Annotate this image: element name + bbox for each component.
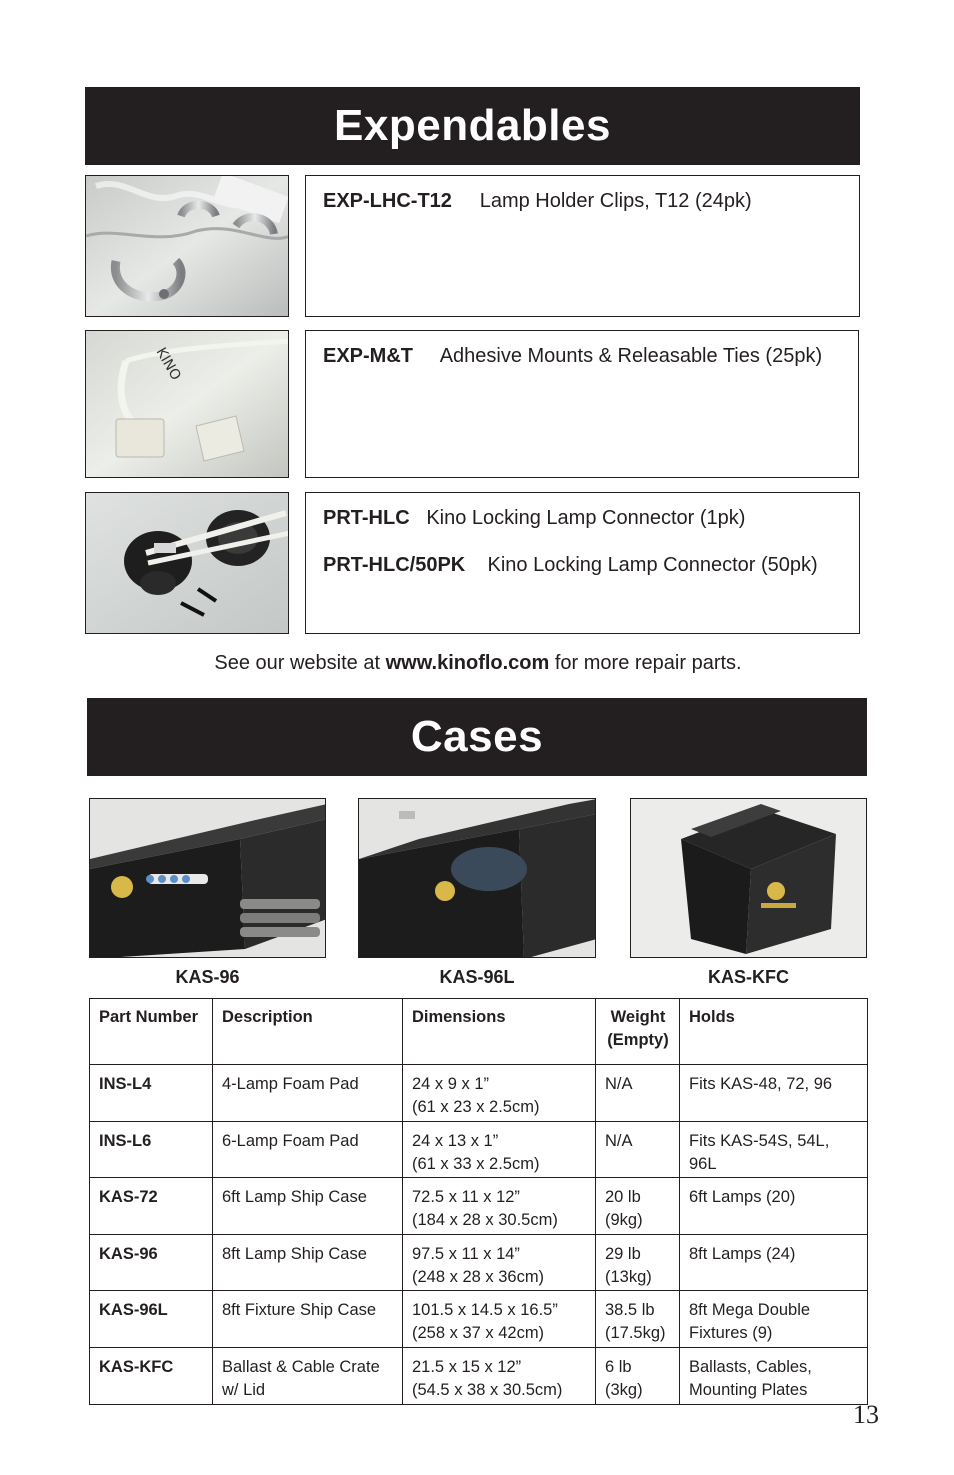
cell-dimensions <box>403 1121 596 1178</box>
cell-dimensions-line: 21.5 x 15 x 12” <box>412 1357 522 1376</box>
kas-96-case-photo <box>89 798 326 958</box>
cell-description <box>213 1234 403 1291</box>
cases-heading <box>87 698 867 776</box>
cell-holds <box>680 1234 868 1291</box>
cell-holds-line: 8ft Lamps (24) <box>689 1244 796 1263</box>
website-note-prefix: See our website at <box>214 652 386 674</box>
cell-weight <box>596 1121 680 1178</box>
part-number: EXP-LHC-T12 <box>323 190 452 212</box>
kas-kfc-crate-photo <box>630 798 867 958</box>
part-number: PRT-HLC <box>323 507 410 529</box>
cell-part-number: KAS-96L <box>90 1291 213 1348</box>
cell-weight-line: 6 lb <box>605 1357 632 1376</box>
cell-dimensions-line: (258 x 37 x 42cm) <box>412 1324 545 1343</box>
cell-weight-line: 20 lb <box>605 1188 641 1207</box>
col-header-weight <box>596 999 680 1065</box>
website-note <box>0 652 954 675</box>
part-description: Adhesive Mounts & Releasable Ties (25pk) <box>439 345 823 367</box>
expendable-item-box <box>305 175 860 317</box>
cell-weight-line: N/A <box>605 1075 633 1093</box>
cell-weight <box>596 1178 680 1235</box>
cell-holds-line: Ballasts, Cables, <box>689 1357 812 1376</box>
weight-header-line: Weight <box>610 1008 666 1026</box>
cell-holds-line: Mounting Plates <box>689 1380 808 1399</box>
cell-description-line: w/ Lid <box>222 1380 266 1399</box>
expendable-item-box <box>305 492 860 634</box>
expendable-line <box>323 190 842 213</box>
cell-dimensions-line: (54.5 x 38 x 30.5cm) <box>412 1380 563 1399</box>
part-number: PRT-HLC/50PK <box>323 554 466 576</box>
cell-description <box>213 1347 403 1404</box>
cell-weight-line: (9kg) <box>605 1211 643 1230</box>
cell-weight <box>596 1347 680 1404</box>
expendable-line <box>323 345 841 368</box>
cell-weight-line: (3kg) <box>605 1380 643 1399</box>
cell-holds <box>680 1291 868 1348</box>
cell-dimensions-line: 72.5 x 11 x 12” <box>412 1188 520 1207</box>
cell-description-line: 6-Lamp Foam Pad <box>222 1131 359 1150</box>
weight-header-line: (Empty) <box>607 1031 669 1049</box>
cell-dimensions-line: (248 x 28 x 36cm) <box>412 1267 545 1286</box>
cell-holds-line: 6ft Lamps (20) <box>689 1188 796 1207</box>
cell-dimensions-line: 24 x 13 x 1” <box>412 1131 499 1150</box>
expendable-item-box <box>305 330 859 478</box>
table-row <box>90 1347 868 1404</box>
cell-description <box>213 1065 403 1122</box>
cell-holds-line: Fixtures (9) <box>689 1324 773 1343</box>
cell-weight-line: 29 lb <box>605 1244 641 1263</box>
cell-weight-line: (13kg) <box>605 1267 652 1286</box>
part-description: Kino Locking Lamp Connector (50pk) <box>487 554 818 576</box>
adhesive-mounts-ties-photo <box>85 330 289 478</box>
cell-part-number: INS-L4 <box>90 1065 213 1122</box>
table-header-row <box>90 999 868 1065</box>
part-description: Lamp Holder Clips, T12 (24pk) <box>479 190 752 212</box>
col-header-holds: Holds <box>680 999 868 1065</box>
case-caption: KAS-96L <box>439 967 515 987</box>
locking-lamp-connector-photo <box>85 492 289 634</box>
cell-part-number: INS-L6 <box>90 1121 213 1178</box>
cell-dimensions-line: 24 x 9 x 1” <box>412 1075 490 1093</box>
website-note-suffix: for more repair parts. <box>549 652 742 674</box>
lamp-holder-clips-image <box>86 176 289 317</box>
cell-holds <box>680 1178 868 1235</box>
cell-description-line: 8ft Lamp Ship Case <box>222 1244 367 1263</box>
cell-dimensions <box>403 1347 596 1404</box>
cell-description-line: 4-Lamp Foam Pad <box>222 1075 359 1093</box>
table-row <box>90 1291 868 1348</box>
cell-holds <box>680 1065 868 1122</box>
cell-dimensions <box>403 1065 596 1122</box>
part-description: Kino Locking Lamp Connector (1pk) <box>426 507 746 529</box>
cell-description-line: 6ft Lamp Ship Case <box>222 1188 367 1207</box>
cell-dimensions-line: (61 x 33 x 2.5cm) <box>412 1154 540 1173</box>
table-row <box>90 1065 868 1122</box>
cell-weight-line: N/A <box>605 1131 633 1150</box>
cell-holds-line: Fits KAS-54S, 54L, 96L <box>689 1131 830 1173</box>
table-body <box>90 1065 868 1405</box>
cell-dimensions-line: 97.5 x 11 x 14” <box>412 1244 520 1263</box>
cell-dimensions <box>403 1234 596 1291</box>
col-header-dimensions: Dimensions <box>403 999 596 1065</box>
kas-96l-image <box>359 799 596 958</box>
svg-text:KINO: KINO <box>152 345 184 384</box>
cell-part-number: KAS-KFC <box>90 1347 213 1404</box>
cases-title: Cases <box>410 712 544 761</box>
expendables-title: Expendables <box>334 101 611 150</box>
cell-holds-line: Fits KAS-48, 72, 96 <box>689 1075 833 1093</box>
expendable-line <box>323 554 842 577</box>
cell-dimensions-line: 101.5 x 14.5 x 16.5” <box>412 1301 558 1320</box>
part-number: EXP-M&T <box>323 345 413 367</box>
case-caption: KAS-KFC <box>708 967 789 987</box>
website-link[interactable]: www.kinoflo.com <box>385 652 550 674</box>
adhesive-mounts-ties-image <box>86 331 289 478</box>
kas-96l-case-photo <box>358 798 596 958</box>
cell-description <box>213 1178 403 1235</box>
table-row <box>90 1121 868 1178</box>
cases-spec-table <box>89 998 868 1405</box>
cell-dimensions-line: (61 x 23 x 2.5cm) <box>412 1098 540 1116</box>
cell-description-line: Ballast & Cable Crate <box>222 1357 380 1376</box>
cell-description <box>213 1121 403 1178</box>
col-header-description: Description <box>213 999 403 1065</box>
cell-holds <box>680 1121 868 1178</box>
cell-part-number: KAS-72 <box>90 1178 213 1235</box>
cell-description <box>213 1291 403 1348</box>
table-row <box>90 1234 868 1291</box>
cell-holds <box>680 1347 868 1404</box>
expendable-line <box>323 507 842 530</box>
cell-weight <box>596 1291 680 1348</box>
locking-lamp-connector-image <box>86 493 289 634</box>
expendables-heading <box>85 87 860 165</box>
cell-dimensions-line: (184 x 28 x 30.5cm) <box>412 1211 558 1230</box>
cell-description-line: 8ft Fixture Ship Case <box>222 1301 377 1320</box>
col-header-part-number: Part Number <box>90 999 213 1065</box>
cell-dimensions <box>403 1178 596 1235</box>
case-caption: KAS-96 <box>175 967 240 987</box>
lamp-holder-clips-photo <box>85 175 289 317</box>
cell-holds-line: 8ft Mega Double <box>689 1301 811 1320</box>
page-number: 13 <box>853 1400 879 1429</box>
cell-dimensions <box>403 1291 596 1348</box>
cell-weight <box>596 1234 680 1291</box>
cell-weight-line: 38.5 lb <box>605 1301 655 1320</box>
cell-weight <box>596 1065 680 1122</box>
kas-kfc-image <box>631 799 867 958</box>
kas-96-image <box>90 799 326 958</box>
table-row <box>90 1178 868 1235</box>
cell-part-number: KAS-96 <box>90 1234 213 1291</box>
cell-weight-line: (17.5kg) <box>605 1324 666 1343</box>
